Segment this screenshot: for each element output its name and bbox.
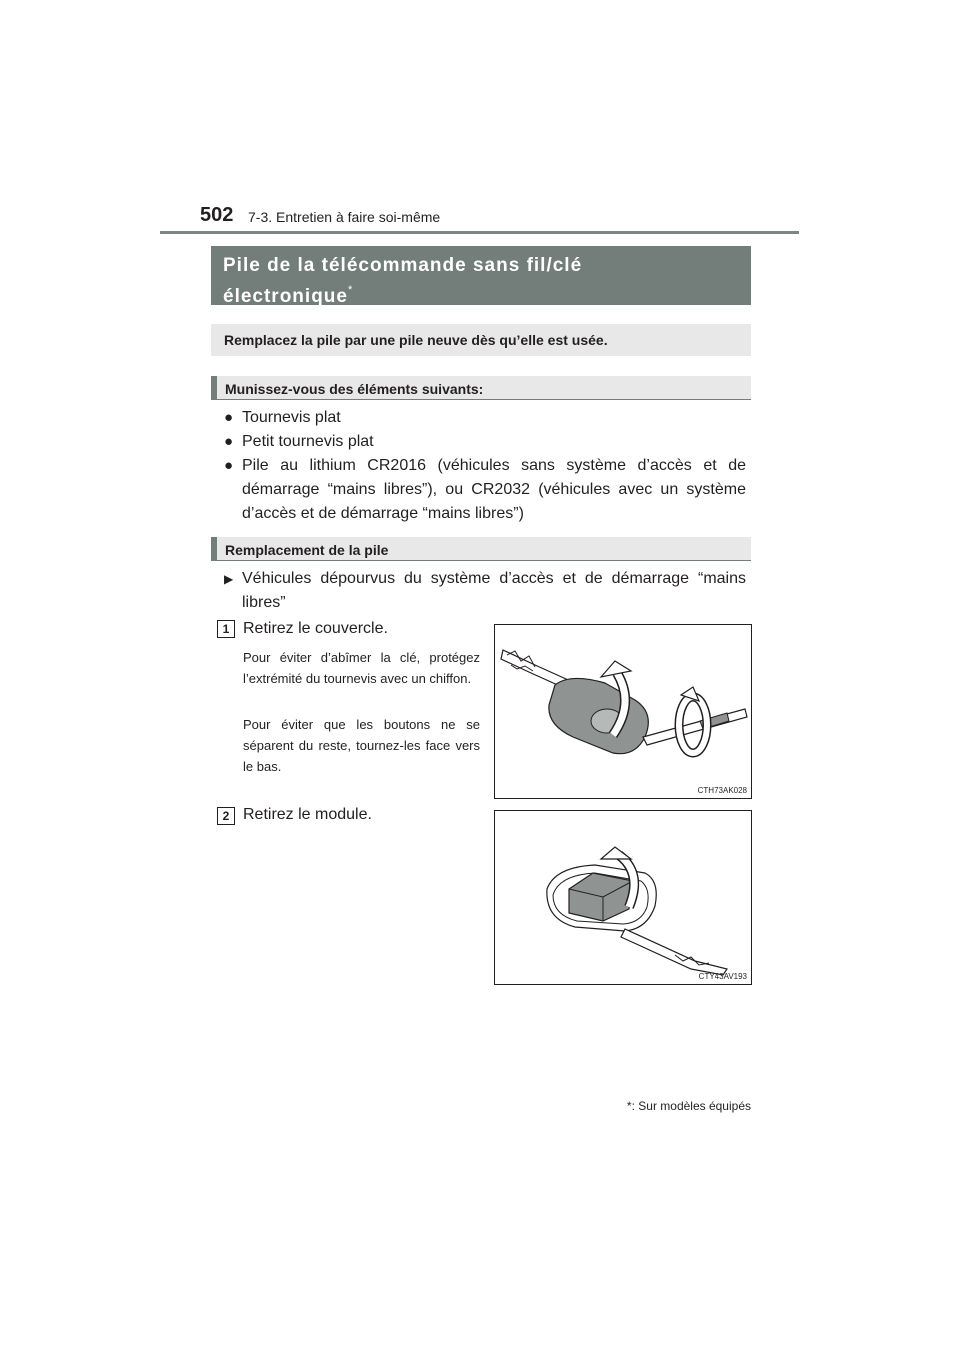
list-item-text: Pile au lithium CR2016 (véhicules sans système d’accès et de démarrage “mains libres”), ou CR2032 (véhicules avec un système d’accès et de démarrage “mains libres”) (242, 457, 746, 522)
key-cover-drawing (495, 625, 751, 798)
chapter-title: 7-3. Entretien à faire soi-même (248, 209, 441, 225)
footnote (627, 1099, 751, 1113)
illustration-remove-module (494, 810, 752, 985)
bullet-icon: ● (224, 433, 234, 450)
step-1-note: Pour éviter que les boutons ne se séparent du reste, tournez-les face vers le bas. (243, 717, 480, 774)
intro-note: Remplacez la pile par une pile neuve dès qu’elle est usée. (211, 324, 751, 356)
step-1-note: Pour éviter d’abîmer la clé, protégez l’extrémité du tournevis avec un chiffon. (243, 650, 480, 686)
vehicle-condition (224, 567, 746, 615)
illustration-remove-cover (494, 624, 752, 799)
list-item-text: Petit tournevis plat (242, 433, 374, 450)
image-code: CTH73AK028 (697, 786, 747, 795)
section-title-line2: électronique (223, 286, 348, 307)
title-marker: * (347, 284, 354, 296)
section-title-line1: Pile de la télécommande sans fil/clé (223, 255, 583, 276)
list-item (224, 454, 746, 526)
footnote-marker: * (626, 1099, 632, 1113)
step-number-1: 1 (217, 620, 235, 638)
bullet-icon: ● (224, 457, 234, 474)
key-module-drawing (495, 811, 751, 984)
section-title (211, 246, 751, 305)
image-code: CTY43AV193 (698, 972, 747, 981)
step-number-2: 2 (217, 807, 235, 825)
list-item (224, 430, 374, 454)
footnote-text: : Sur modèles équipés (631, 1099, 751, 1113)
header-rule (160, 231, 799, 234)
vehicle-condition-text: Véhicules dépourvus du système d’accès et de démarrage “mains libres” (242, 570, 746, 611)
bullet-icon: ● (224, 409, 234, 426)
step-2-text: Retirez le module. (243, 806, 372, 823)
items-heading: Munissez-vous des éléments suivants: (211, 376, 751, 400)
arrow-icon: ▶ (224, 572, 234, 586)
page-number: 502 (200, 204, 234, 226)
step-1-text: Retirez le couvercle. (243, 620, 388, 637)
list-item (224, 406, 341, 430)
list-item-text: Tournevis plat (242, 409, 341, 426)
replacement-heading: Remplacement de la pile (211, 537, 751, 561)
